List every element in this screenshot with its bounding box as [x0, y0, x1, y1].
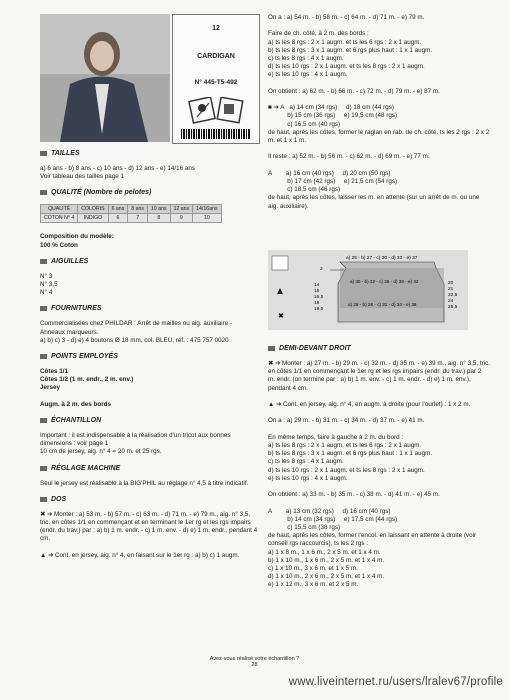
aiguilles-text: N° 3 N° 3,5 N° 4: [40, 272, 58, 297]
pattern-number: 12: [212, 25, 220, 32]
section-reglage: RÉGLAGE MACHINE: [40, 465, 258, 472]
demi-devant-section: [268, 345, 490, 590]
qualite-table: [40, 204, 222, 223]
child-cardigan-photo: [40, 14, 170, 142]
cross-marker-icon: ✖: [278, 313, 284, 320]
fournitures-text: Commercialisées chez PHILDAR : Arrêt de mailles ou aig. auxiliaire - Anneaux marqueurs. a) b) c) 3 - d) e) 4 boutons Ø 18 mm, col. BLEU, réf. : 475 757 0020: [40, 320, 233, 344]
composition-text: Composition du modèle: 100 % Coton: [40, 233, 114, 249]
left-column: [40, 150, 258, 560]
table-row: COTON N° 4 INDIGO 6 7 8 9 10: [41, 214, 222, 223]
echantillon-text: Important : il est indispensable à la réalisation d'un tricot aux bonnes dimensions : voir page 1 10 cm de jersey, aig. n° 4 = 20 m. et 25 rgs.: [40, 432, 231, 456]
section-dos: DOS: [40, 496, 258, 503]
demi-devant-text: ✖ ➔ Monter : a) 27 m. - b) 29 m. - c) 32 m. - d) 35 m. - e) 39 m., aig. n° 3,5, tric. en côtes 1/1 en commençant le 1er rg et les rgs impairs (endr. du trav.) par 2 m. endr. (on termine par : a) b) 1 m. env. - c) 1 m. endr. - d) e) 1 m. env.), pendant 4 cm. ▲ ➔ Cont. en jersey, aig. n° 4, en augm. à droite (pour l'ourlet) : 1 x 2 m. On a : a) 29 m. - b) 31 m. - c) 34 m. - d) 37 m. - e) 41 m. En même temps, faire à gauche à 2 m. du bord : a) ts les 8 rgs : 2 x 1 augm. et ts les 6 rgs : 2 x 1 augm. b) ts les 8 rgs : 3 x 1 augm. et 6 rgs plus haut : 1 x 1 augm. c) ts les 8 rgs : 4 x 1 augm. d) ts les 10 rgs : 2 x 1 augm. et ts les 8 rgs : 2 x 1 augm. e) ts les 10 rgs : 4 x 1 augm. On obtient : a) 33 m. - b) 35 m. - c) 38 m. - d) 41 m. - e) 45 m. A a) 13 cm (32 rgs) d) 16 cm (40 rgs) b) 14 cm (34 rgs) e) 17,5 cm (44 rgs) c) 15,5 cm (38 rgs) de haut, après les côtes, former l'encol. en laissant en attente à droite (voir conseil rgs raccourcis), ts les 2 rgs : a) 1 x 8 m., 1 x 6 m., 2 x 5 m. et 1 x 4 m. b) 1 x 10 m., 1 x 6 m., 2 x 5 m. et 1 x 4 m. c) 1 x 10 m., 3 x 6 m. et 1 x 5 m. d) 1 x 10 m., 2 x 6 m., 2 x 5 m. et 1 x 4 m. e) 1 x 12 m., 3 x 6 m. et 2 x 5 m.: [268, 360, 490, 589]
section-points: POINTS EMPLOYÉS: [40, 353, 258, 360]
right-column: [268, 14, 490, 211]
svg-text:18: 18: [314, 301, 320, 306]
pattern-id-box: [172, 14, 260, 144]
svg-text:15: 15: [314, 289, 320, 294]
dos-continued-text: On a : a) 54 m. - b) 58 m. - c) 64 m. - d) 71 m. - e) 79 m. Faire de ch. côté, à 2 m. des bords : a) ts les 8 rgs : 2 x 1 augm. et ts les 6 rgs : 2 x 1 augm. b) ts les 8 rgs : 3 x 1 augm. et 6 rgs plus haut : 1 x 1 augm. c) ts les 8 rgs : 4 x 1 augm. d) ts les 10 rgs : 2 x 1 augm. et ts les 8 rgs : 2 x 1 augm. e) ts les 10 rgs : 4 x 1 augm. On obtient : a) 62 m. - b) 66 m. - c) 72 m. - d) 79 m. - e) 87 m. ■ ➔ A a) 14 cm (34 rgs) d) 18 cm (44 rgs) b) 15 cm (36 rgs) e) 19,5 cm (48 rgs) c) 16,5 cm (40 rgs) de haut, après les côtes, former le raglan en rab. de ch. côté, ts les 2 rgs : 2 x 2 m. et 1 x 1 m. Il reste : a) 52 m. - b) 56 m. - c) 62 m. - d) 69 m. - e) 77 m. A a) 16 cm (40 rgs) d) 20 cm (50 rgs) b) 17 cm (42 rgs) e) 21,5 cm (54 rgs) c) 18,5 cm (46 rgs) de haut, après les côtes, laisser les m. en attente (sur un arrêt de m. ou une aig. auxiliaire).: [268, 14, 490, 210]
barcode: [181, 129, 251, 139]
pattern-name: CARDIGAN: [197, 53, 235, 60]
schema-left-2: 2: [320, 267, 323, 272]
svg-text:19,5: 19,5: [314, 307, 324, 312]
section-tailles: TAILLES: [40, 150, 258, 157]
svg-text:20: 20: [448, 281, 454, 286]
svg-text:22,5: 22,5: [448, 293, 458, 298]
page-number: 28: [251, 662, 258, 668]
tailles-text: a) 6 ans - b) 8 ans - c) 10 ans - d) 12 ans - e) 14/16 ans Voir tableau des tailles page 1: [40, 165, 196, 181]
svg-text:21: 21: [448, 287, 454, 292]
section-qualite: QUALITÉ (Nombre de pelotes): [40, 189, 258, 196]
dos-text: ✖ ➔ Monter : a) 53 m. - b) 57 m. - c) 63 m. - d) 71 m. - e) 79 m., aig. n° 3,5, tric. en côtes 1/1 en commençant et en terminant le 1er rg et les rgs impairs (endr. du trav.) par : a) b) 1 m. endr. - c) 1 m. env. - d) e) 1 m. endr., pendant 4 cm. ▲ ➔ Cont. en jersey, aig. n° 4, en faisant sur le 1er rg : a) b) c) 1 augm.: [40, 510, 258, 559]
section-aiguilles: AIGUILLES: [40, 258, 258, 265]
svg-text:14: 14: [314, 283, 320, 288]
footer-text: Avez-vous réalisé votre échantillon ?: [209, 656, 300, 662]
section-demi-devant: DEMI-DEVANT DROIT: [268, 345, 490, 352]
schema-mid-label: a) 30 - b) 32 - c) 35 - d) 38 - e) 42: [350, 279, 419, 284]
svg-text:25,5: 25,5: [448, 305, 458, 310]
svg-text:24: 24: [448, 299, 454, 304]
section-echantillon: ÉCHANTILLON: [40, 417, 258, 424]
pattern-ref: N° 445-T5-492: [194, 79, 238, 86]
model-photo: [40, 14, 170, 142]
page-footer: [0, 656, 509, 668]
watermark-url: www.liveinternet.ru/users/lralev67/profile: [288, 676, 503, 688]
dos-schema-diagram: [268, 250, 468, 330]
schema-top-label: a) 25 - b) 27 - c) 30 - d) 33 - e) 37: [346, 256, 418, 261]
section-fournitures: FOURNITURES: [40, 305, 258, 312]
reglage-text: Seul le jersey est réalisable à la BIG'PHIL au réglage n° 4,5 à titre indicatif.: [40, 479, 249, 487]
schema-bot-label: a) 26 - b) 28 - c) 31 - d) 34 - e) 38: [348, 302, 417, 307]
knitting-level-icons: [187, 97, 247, 125]
svg-text:16,5: 16,5: [314, 295, 324, 300]
points-text: Côtes 1/1 Côtes 1/2 (1 m. endr., 2 m. env.) Jersey Augm. à 2 m. des bords: [40, 368, 134, 408]
table-header-row: QUALITÉ COLORIS 6 ans 8 ans 10 ans 12 ans 14/16ans: [41, 205, 222, 214]
